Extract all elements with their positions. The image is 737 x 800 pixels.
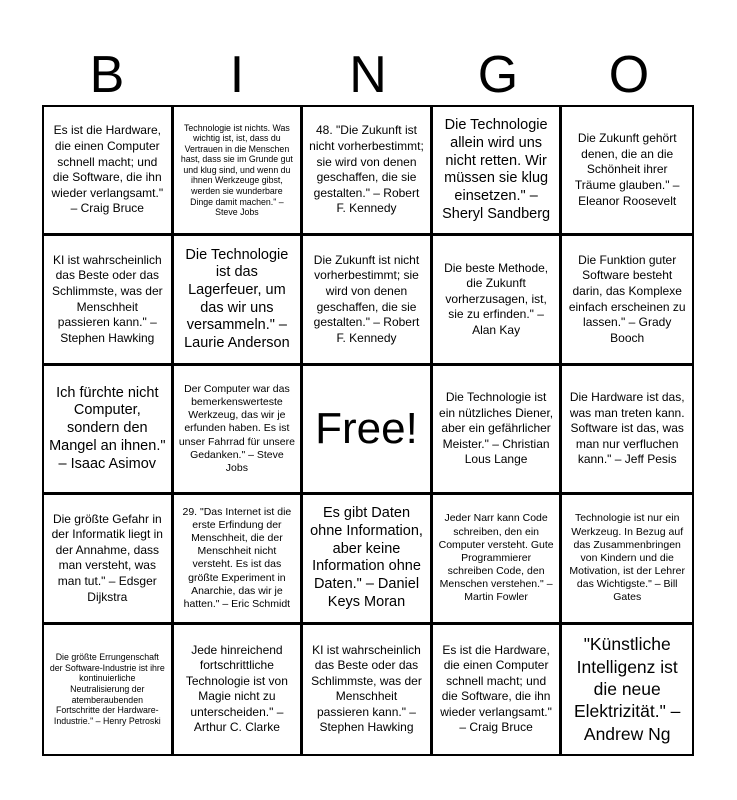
cell-text: Es ist die Hardware, die einen Computer schnell macht; und die Software, die ihn wieder verlangsamt." – Craig Bruce	[440, 642, 552, 735]
cell-text: Die größte Gefahr in der Informatik liegt in der Annahme, dass man versteht, was man tut." – Edsger Dijkstra	[51, 511, 163, 604]
header-letter-o: O	[608, 46, 650, 104]
bingo-cell-r5c5[interactable]	[562, 625, 692, 754]
bingo-cell-r2c5[interactable]	[562, 236, 692, 365]
cell-text: Die beste Methode, die Zukunft vorherzusagen, ist, sie zu erfinden." – Alan Kay	[444, 260, 549, 337]
header-letter-g: G	[477, 46, 519, 104]
cell-text: Die Zukunft ist nicht vorherbestimmt; sie wird von denen geschaffen, die sie gestalten." – Robert F. Kennedy	[313, 252, 420, 345]
cell-text: Technologie ist nur ein Werkzeug. In Bezug auf das Zusammenbringen von Kindern und die Motivation, ist der Lehrer das Wichtigste." – Bill Gates	[569, 512, 685, 604]
bingo-cell-r1c5[interactable]	[562, 107, 692, 236]
cell-text: Es ist die Hardware, die einen Computer schnell macht; und die Software, die ihn wieder verlangsamt." – Craig Bruce	[51, 123, 164, 216]
cell-text: Der Computer war das bemerkenswerteste Werkzeug, das wir je erfunden haben. Es ist unser Fahrrad für unsere Gedanken." – Steve Jobs	[178, 383, 295, 474]
cell-text: Die größte Errungenschaft der Software-Industrie ist ihre kontinuierliche Neutralisierung der atemberaubenden Fortschritte der Hardware-Industrie." – Henry Petroski	[49, 652, 165, 726]
bingo-cell-r5c2[interactable]	[174, 625, 304, 754]
bingo-cell-r1c4[interactable]	[433, 107, 563, 236]
bingo-cell-r3c1[interactable]	[44, 366, 174, 495]
cell-text: 48. "Die Zukunft ist nicht vorherbestimmt; sie wird von denen geschaffen, die sie gestalten." – Robert F. Kennedy	[309, 123, 424, 216]
bingo-cell-r1c1[interactable]	[44, 107, 174, 236]
cell-text: Jede hinreichend fortschrittliche Technologie ist von Magie nicht zu unterscheiden." – Arthur C. Clarke	[185, 642, 288, 735]
bingo-cell-r4c4[interactable]	[433, 495, 563, 624]
cell-text: Die Hardware ist das, was man treten kann. Software ist das, was man nur verfluchen kann." – Jeff Pesis	[569, 390, 685, 467]
bingo-cell-r5c3[interactable]	[303, 625, 433, 754]
bingo-cell-r4c2[interactable]	[174, 495, 304, 624]
bingo-cell-r2c4[interactable]	[433, 236, 563, 365]
cell-text: "Künstliche Intelligenz ist die neue Elektrizität." – Andrew Ng	[574, 634, 681, 744]
bingo-cell-r2c1[interactable]	[44, 236, 174, 365]
cell-text: Die Technologie allein wird uns nicht retten. Wir müssen sie klug einsetzen." – Sheryl Sandberg	[442, 117, 551, 222]
bingo-header	[42, 44, 694, 106]
header-letter-i: I	[229, 46, 245, 104]
bingo-cell-r4c1[interactable]	[44, 495, 174, 624]
header-letter-b: B	[89, 46, 125, 104]
header-letter-n: N	[349, 46, 387, 104]
cell-text: KI ist wahrscheinlich das Beste oder das Schlimmste, was der Menschheit passieren kann." – Stephen Hawking	[311, 642, 422, 735]
cell-text: Die Zukunft gehört denen, die an die Schönheit ihrer Träume glauben." – Eleanor Roosevelt	[574, 131, 680, 208]
cell-text: Ich fürchte nicht Computer, sondern den Mangel an ihnen." – Isaac Asimov	[49, 384, 166, 472]
cell-text: Die Funktion guter Software besteht darin, das Komplexe einfach erscheinen zu lassen." – Grady Booch	[568, 252, 686, 345]
cell-text: Die Technologie ist ein nützliches Diener, aber ein gefährlicher Meister." – Christian Lous Lange	[439, 390, 554, 467]
bingo-cell-r4c5[interactable]	[562, 495, 692, 624]
cell-text: Die Technologie ist das Lagerfeuer, um das wir uns versammeln." – Laurie Anderson	[184, 246, 290, 351]
bingo-cell-r1c2[interactable]	[174, 107, 304, 236]
bingo-cell-r3c2[interactable]	[174, 366, 304, 495]
cell-text: 29. "Das Internet ist die erste Erfindung der Menschheit, die der Menschheit nicht versteht. Es ist das größte Experiment in Anarchie, das wir je hatten." – Eric Schmidt	[182, 505, 292, 610]
bingo-grid	[42, 105, 694, 756]
bingo-cell-r2c2[interactable]	[174, 236, 304, 365]
bingo-cell-r4c3[interactable]	[303, 495, 433, 624]
bingo-cell-r1c3[interactable]	[303, 107, 433, 236]
bingo-cell-r5c4[interactable]	[433, 625, 563, 754]
cell-text: Technologie ist nichts. Was wichtig ist, ist, dass du Vertrauen in die Menschen hast, dass sie im Grunde gut und klug sind, und wenn du ihnen Werkzeuge gibst, werden sie wunderbare Dinge damit machen." – Steve Jobs	[180, 122, 293, 218]
bingo-cell-r3c5[interactable]	[562, 366, 692, 495]
bingo-cell-free[interactable]	[303, 366, 433, 495]
free-space-label: Free!	[315, 403, 418, 453]
cell-text: Jeder Narr kann Code schreiben, den ein Computer versteht. Gute Programmierer schreiben Code, den Menschen verstehen." – Martin Fowler	[438, 512, 554, 604]
bingo-cell-r5c1[interactable]	[44, 625, 174, 754]
bingo-cell-r3c4[interactable]	[433, 366, 563, 495]
cell-text: Es gibt Daten ohne Information, aber keine Information ohne Daten." – Daniel Keys Moran	[310, 505, 423, 610]
bingo-cell-r2c3[interactable]	[303, 236, 433, 365]
cell-text: KI ist wahrscheinlich das Beste oder das Schlimmste, was der Menschheit passieren kann." – Stephen Hawking	[51, 252, 163, 345]
